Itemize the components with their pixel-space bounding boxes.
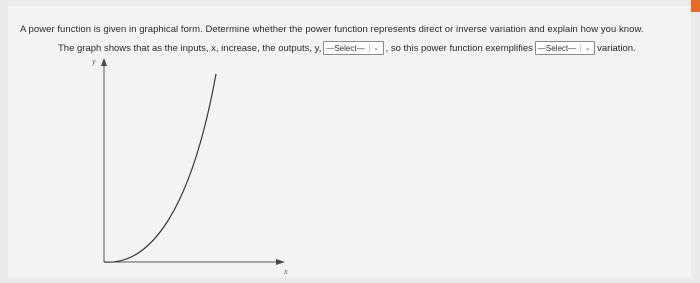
x-axis-label: x <box>284 267 288 276</box>
power-function-graph <box>92 56 292 276</box>
select-label: —Select— <box>326 43 365 53</box>
chevron-down-icon: ⌄ <box>580 44 592 53</box>
question-text: A power function is given in graphical form. Determine whether the power function represents direct or inverse variation and explain how you know. <box>20 24 644 35</box>
sentence-part-1: The graph shows that as the inputs, x, increase, the outputs, y, <box>58 42 322 54</box>
question-sentence <box>58 41 636 55</box>
variation-type-select[interactable] <box>535 41 595 55</box>
y-axis-arrow-icon <box>101 58 107 66</box>
accent-bar <box>691 0 700 12</box>
select-label: —Select— <box>537 43 577 53</box>
chevron-down-icon: ⌄ <box>369 44 381 53</box>
power-curve <box>104 74 216 262</box>
sentence-part-3: variation. <box>597 42 636 54</box>
sentence-part-2: , so this power function exemplifies <box>385 42 533 54</box>
x-axis-arrow-icon <box>276 259 285 265</box>
outputs-behavior-select[interactable] <box>323 41 383 55</box>
y-axis-label: y <box>92 57 96 66</box>
